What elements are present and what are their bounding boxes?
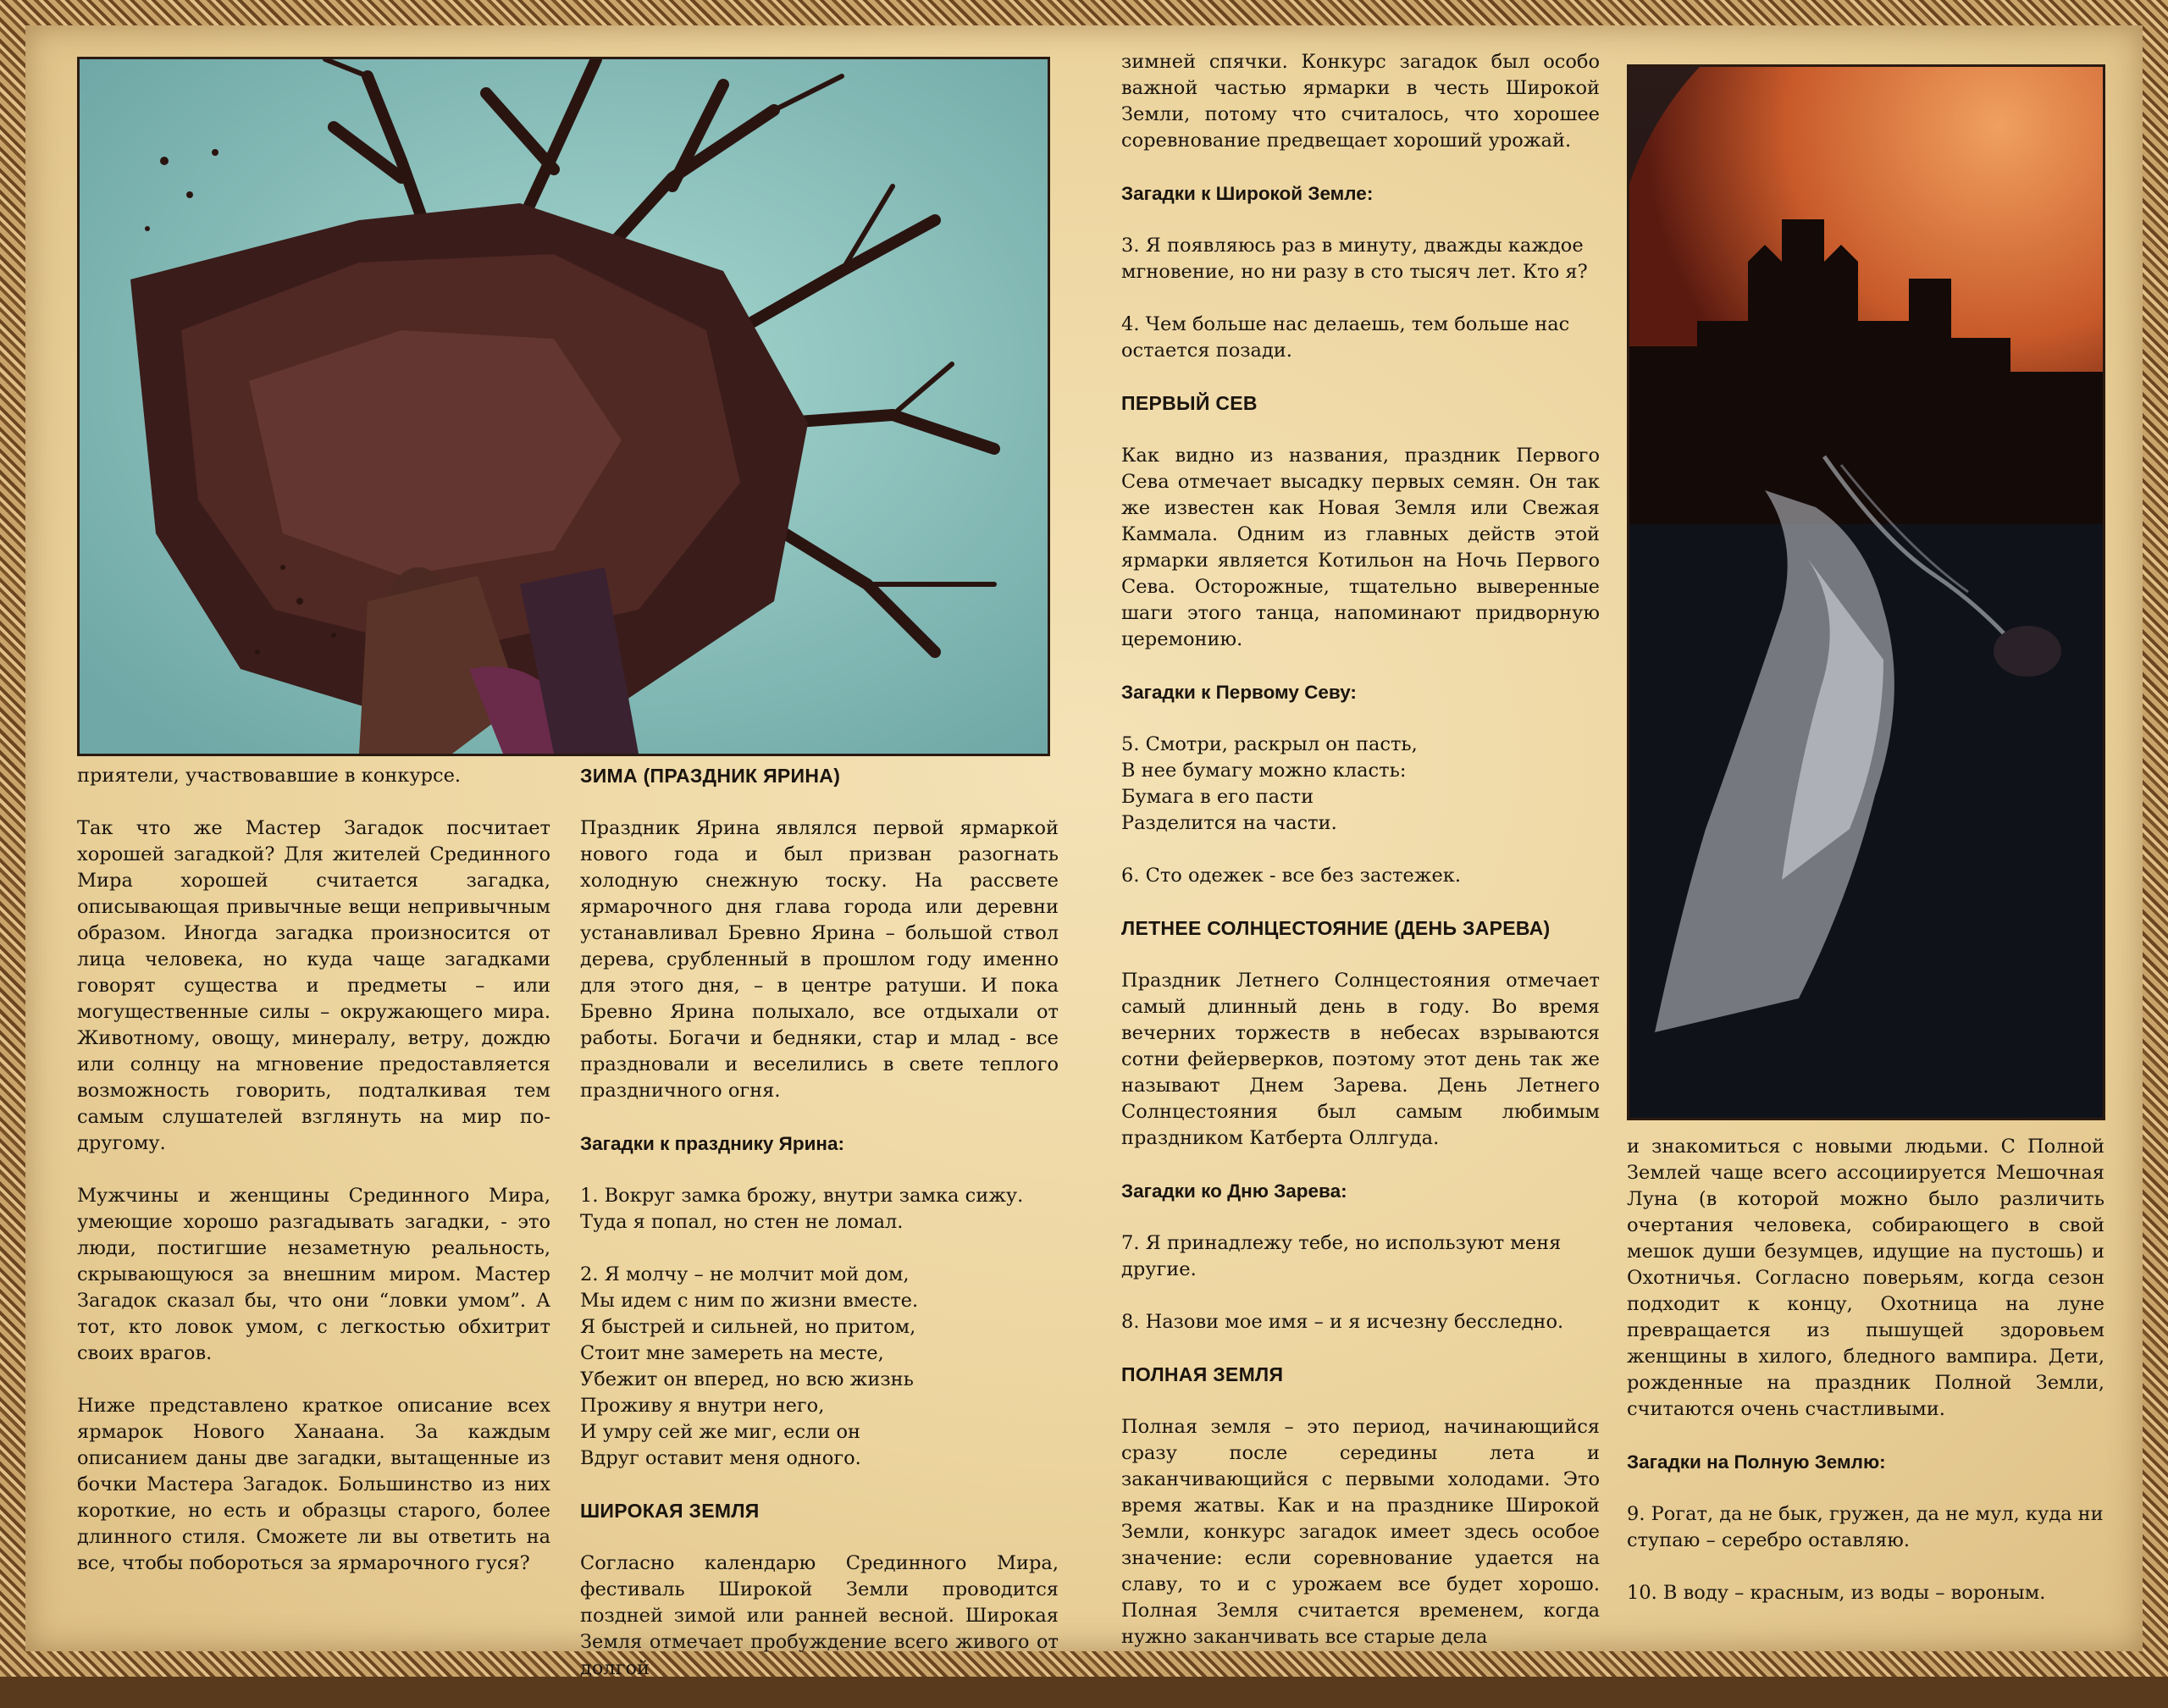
riddle-9: 9. Рогат, да не бык, гружен, да не мул, куда ни ступаю – серебро оставляю. — [1627, 1503, 2104, 1551]
section-heading-full-earth: ПОЛНАЯ ЗЕМЛЯ — [1121, 1363, 1284, 1385]
riddles-heading: Загадки к празднику Ярина: — [580, 1133, 845, 1154]
text-column-1 — [77, 763, 550, 1603]
paragraph: приятели, участвовавшие в конкурсе. — [77, 765, 462, 787]
riddles-heading: Загадки на Полную Землю: — [1627, 1451, 1886, 1473]
tree-illustration — [80, 59, 1048, 754]
section-heading-summer-solstice: ЛЕТНЕЕ СОЛНЦЕСТОЯНИЕ (ДЕНЬ ЗАРЕВА) — [1121, 917, 1551, 939]
riddle-4: 4. Чем больше нас делаешь, тем больше нас остается позади. — [1121, 313, 1570, 362]
section-heading-wide-earth: ШИРОКАЯ ЗЕМЛЯ — [580, 1500, 760, 1522]
paragraph: Ниже представлено краткое описание всех ярмарок Нового Ханаана. За каждым описанием даны две загадки, вытащенные из бочки Мастера Загадок. Большинство из них короткие, но есть и образцы старого, более длинного стиля. Сможете ли вы ответить на все, чтобы побороться за ярмарочного гуся? — [77, 1395, 550, 1574]
text-column-2 — [580, 763, 1059, 1708]
paragraph: Праздник Летнего Солнцестояния отмечает самый длинный день в году. Во время вечерних торжеств в небесах взрываются сотни фейерверков, поэтому этот день так же называют Днем Зарева. День Летнего Солнцестояния был самым любимым праздником Катберта Оллгуда. — [1121, 970, 1600, 1149]
riddles-heading: Загадки к Широкой Земле: — [1121, 183, 1374, 204]
riddle-6: 6. Сто одежек - все без застежек. — [1121, 865, 1461, 887]
riddles-heading: Загадки ко Дню Зарева: — [1121, 1180, 1347, 1202]
paragraph: Мужчины и женщины Срединного Мира, умеющие хорошо разгадывать загадки, - это люди, постигшие незаметную реальность, скрывающуюся за внешним миром. Мастер Загадок сказал бы, что они “ловки умом”. А тот, кто ловок умом, с легкостью обхитрит своих врагов. — [77, 1185, 550, 1364]
illustration-moon-vampire — [1627, 64, 2105, 1120]
moon-illustration — [1629, 67, 2103, 1118]
riddle-10: 10. В воду – красным, из воды – вороным. — [1627, 1582, 2046, 1604]
riddle-8: 8. Назови мое имя – и я исчезну бесследно. — [1121, 1311, 1564, 1333]
text-column-3 — [1121, 49, 1600, 1677]
text-column-4 — [1627, 1134, 2104, 1633]
section-heading-first-sowing: ПЕРВЫЙ СЕВ — [1121, 392, 1258, 414]
section-heading-winter: ЗИМА (ПРАЗДНИК ЯРИНА) — [580, 765, 841, 787]
riddles-heading: Загадки к Первому Севу: — [1121, 682, 1357, 703]
paragraph: Как видно из названия, праздник Первого Сева отмечает высадку первых семян. Он так же известен как Новая Земля или Свежая Каммала. Одним из главных действ этой ярмарки является Котильон на Ночь Первого Сева. Осторожные, тщательно выверенные шаги этого танца, напоминают придворную церемонию. — [1121, 445, 1600, 650]
paragraph: зимней спячки. Конкурс загадок был особо важной частью ярмарки в честь Широкой Земли, потому что считалось, что хорошее соревнование предвещает хороший урожай. — [1121, 51, 1600, 152]
paragraph: Согласно календарю Срединного Мира, фестиваль Широкой Земли проводится поздней зимой или ранней весной. Широкая Земля отмечает пробуждение всего живого от долгой — [580, 1552, 1059, 1679]
riddle-1: 1. Вокруг замка брожу, внутри замка сижу. Туда я попал, но стен не ломал. — [580, 1185, 1024, 1233]
riddle-3: 3. Я появляюсь раз в минуту, дважды каждое мгновение, но ни разу в сто тысяч лет. Кто я? — [1121, 235, 1588, 283]
riddle-7: 7. Я принадлежу тебе, но используют меня другие. — [1121, 1232, 1562, 1280]
illustration-uprooted-tree — [77, 57, 1050, 756]
paragraph: и знакомиться с новыми людьми. С Полной Землей чаще всего ассоциируется Мешочная Луна (в которой можно было различить очертания человека, собирающего в свой мешок души безумцев, идущие на пустошь) и Охотничья. Согласно поверьям, когда сезон подходит к концу, Охотница на луне превращается из пышущей здоровьем женщины в хилого, бледного вампира. Дети, рожденные на праздник Полной Земли, считаются очень счастливыми. — [1627, 1136, 2104, 1420]
paragraph: Полная земля – это период, начинающийся сразу после середины лета и заканчивающийся с первыми холодами. Это время жатвы. Как и на празднике Широкой Земли, конкурс загадок имеет здесь особое значение: если соревнование удается на славу, то и с урожаем все будет хорошо. Полная Земля считается временем, когда нужно заканчивать все старые дела — [1121, 1416, 1600, 1648]
paragraph: Праздник Ярина являлся первой ярмаркой нового года и был призван разогнать холодную снежную тоску. На рассвете ярмарочного дня глава города или деревни устанавливал Бревно Ярина – большой ствол дерева, срубленный в прошлом году именно для этого дня, – в центре ратуши. И пока Бревно Ярина полыхало, все отдыхали от работы. Богачи и бедняки, стар и млад - все праздновали и веселились в свете теплого праздничного огня. — [580, 817, 1059, 1102]
riddle-5: 5. Смотри, раскрыл он пасть, В нее бумагу можно класть: Бумага в его пасти Разделится на части. — [1121, 733, 1418, 834]
riddle-2: 2. Я молчу – не молчит мой дом, Мы идем с ним по жизни вместе. Я быстрей и сильней, но притом, Стоит мне замереть на месте, Убежит он вперед, но всю жизнь Проживу я внутри него, И умру сей же миг, если он Вдруг оставит меня одного. — [580, 1263, 919, 1469]
paragraph: Так что же Мастер Загадок посчитает хорошей загадкой? Для жителей Срединного Мира хорошей считается загадка, описывающая привычные вещи непривычным образом. Иногда загадка произносится от лица человека, но куда чаще загадками говорят существа и предметы – или могущественные силы – окружающего мира. Животному, овощу, минералу, ветру, дождю или солнцу на мгновение предоставляется возможность говорить, подталкивая тем самым слушателей взглянуть на мир по-другому. — [77, 817, 550, 1154]
